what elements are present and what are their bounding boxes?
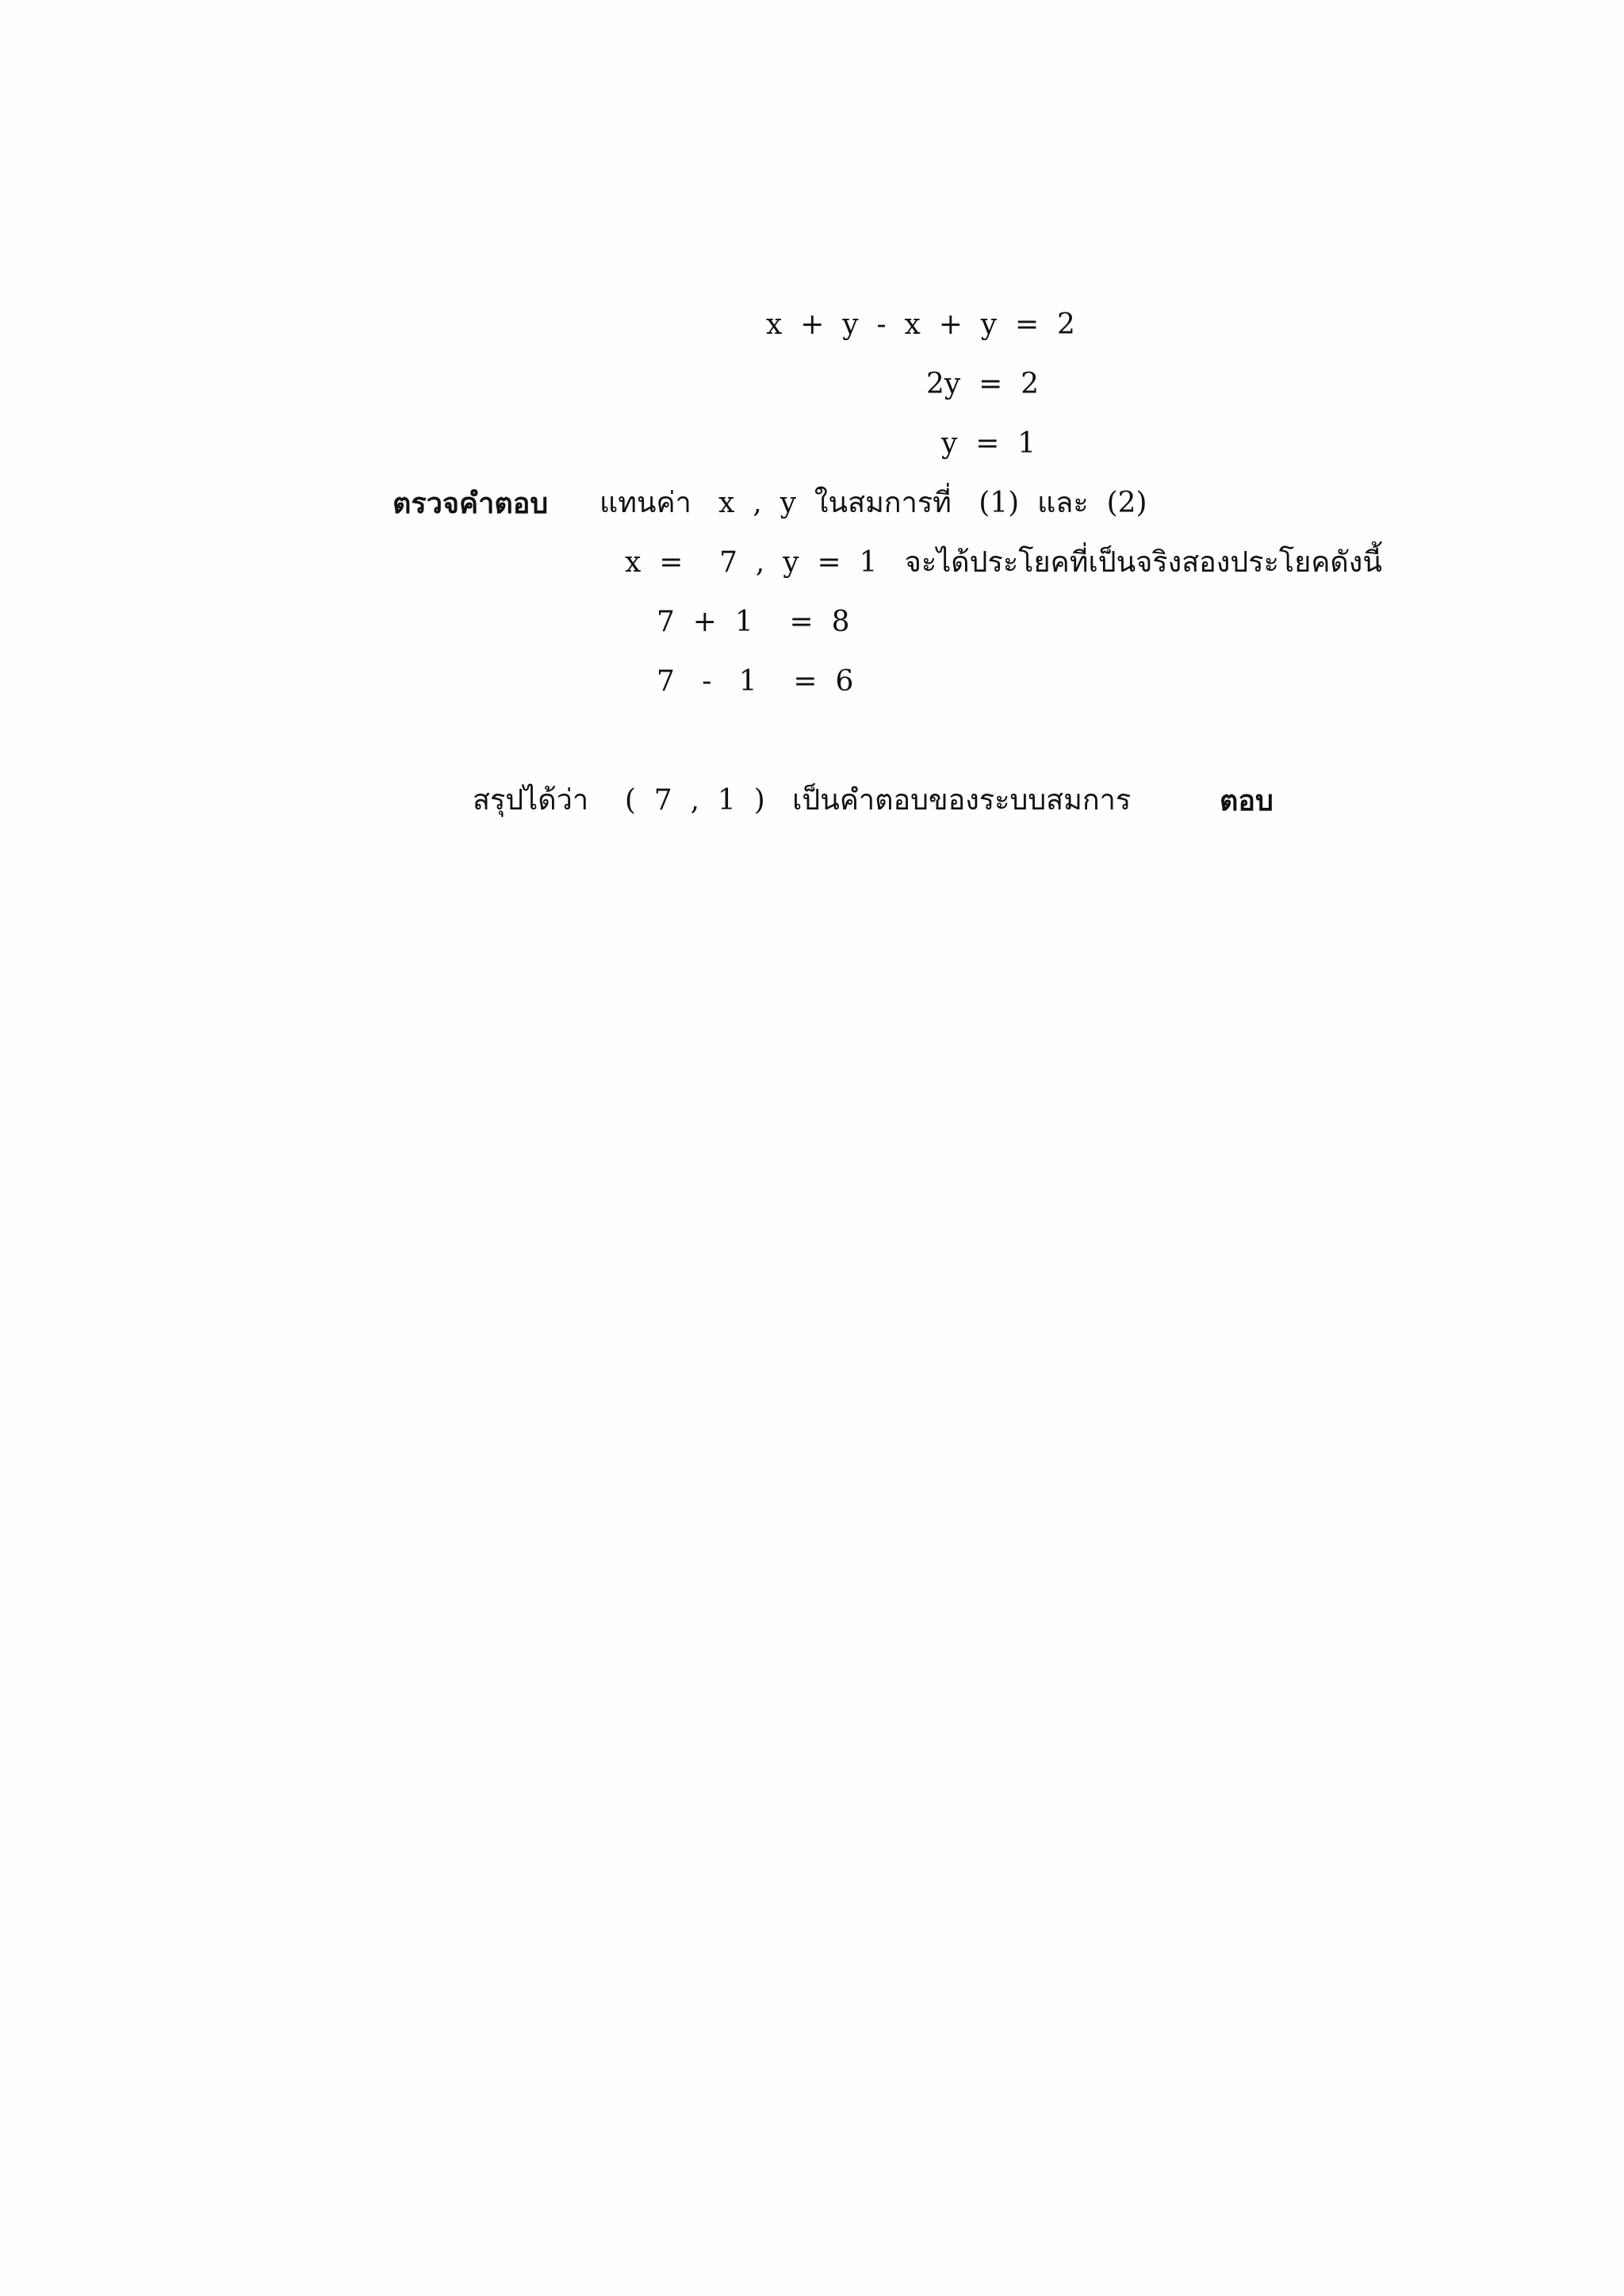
equation-2y-line: 2y = 2 <box>926 368 1040 400</box>
equation-sum-line: x + y - x + y = 2 <box>766 308 1075 341</box>
check-equation-sum: 7 + 1 = 8 <box>657 606 850 638</box>
answer-label: ตอบ <box>1220 784 1274 817</box>
check-instruction: แทนค่า x , y ในสมการที่ (1) และ (2) <box>599 487 1147 519</box>
check-heading: ตรวจคำตอบ <box>393 487 549 520</box>
check-substitution: x = 7 , y = 1 จะได้ประโยคที่เป็นจริงสองประโยคดังนี้ <box>625 546 1382 579</box>
conclusion-text: สรุปได้ว่า ( 7 , 1 ) เป็นคำตอบของระบบสมการ <box>473 784 1132 817</box>
check-equation-difference: 7 - 1 = 6 <box>657 665 854 698</box>
equation-y-line: y = 1 <box>941 427 1036 460</box>
